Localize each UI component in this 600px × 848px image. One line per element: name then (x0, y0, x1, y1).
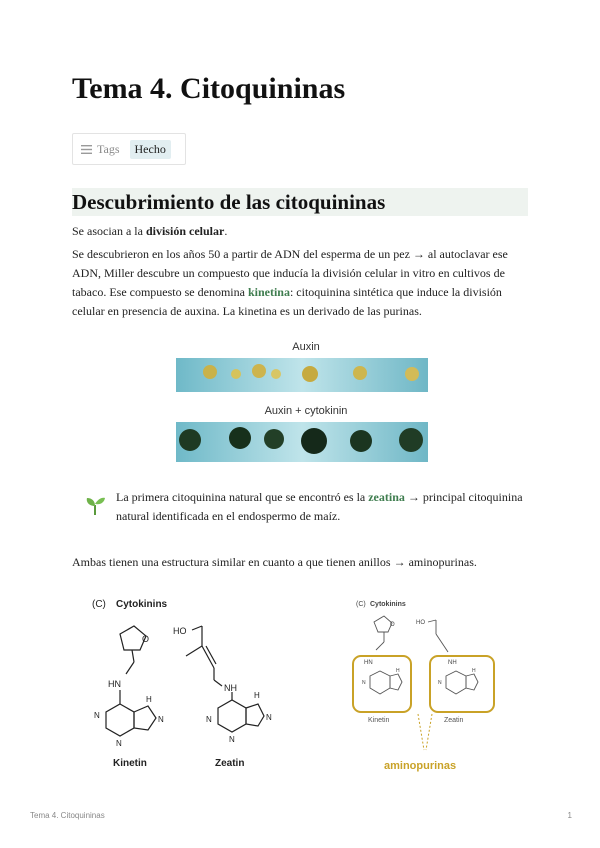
right-zeatin-atom-nh: NH (448, 660, 457, 666)
zeatin-atom-ho: HO (173, 626, 187, 636)
zeatin-atom-n2: N (229, 735, 235, 744)
tags-label: Tags (97, 141, 120, 156)
zeatin-atom-n3: N (266, 713, 272, 722)
kinetin-atom-n3: N (158, 715, 164, 724)
right-kinetin-atom-h: H (396, 668, 400, 674)
kinetin-label: Kinetin (113, 758, 147, 769)
paragraph-aminopurinas: Ambas tienen una estructura similar en cuanto a que tienen anillos → aminopurinas. (72, 555, 477, 569)
chem-right-panel-label: (C) (356, 601, 366, 608)
chem-figure-left (90, 594, 290, 774)
seedling-icon (84, 494, 106, 516)
chem-left-panel-label: (C) (92, 599, 106, 610)
right-kinetin-label: Kinetin (368, 717, 390, 724)
p1-bold: división celular (145, 224, 225, 238)
culture-figure-svg (176, 334, 428, 464)
p2-pre: Se descubrieron en los años 50 a partir de ADN del esperma de un pez → al autoclavar ese ADN, Miller descubre un compuesto que inducía la división celular in vitro en cultivos de tabaco. Ese compuesto se denomina (72, 247, 508, 299)
paragraph-intro (72, 222, 532, 241)
kinetin-atom-n1: N (94, 711, 100, 720)
p2-post: : citoquinina sintética que induce la división celular en presencia de auxina. La kinetina es un derivado de las purinas. (72, 285, 502, 318)
chem-left-svg (90, 594, 290, 774)
auxin-label: Auxin (292, 341, 320, 353)
pointer-line-2 (426, 714, 432, 750)
p1-pre: Se asocian a la (72, 224, 146, 238)
right-zeatin-atom-h: H (472, 668, 476, 674)
tag-chip[interactable]: Hecho (130, 140, 171, 159)
right-kinetin-atom-o: O (390, 622, 395, 628)
right-zeatin-purine (446, 671, 478, 694)
kinetina-term: kinetina (247, 285, 290, 299)
page-title: Tema 4. Citoquininas (72, 72, 346, 105)
right-kinetin-atom-hn: HN (364, 660, 373, 666)
kinetin-atom-h: H (146, 695, 152, 704)
chem-right-svg (350, 594, 510, 780)
zeatin-structure (186, 626, 264, 732)
callout-text (116, 488, 526, 526)
auxin-cytokinin-label: Auxin + cytokinin (264, 405, 348, 417)
section-heading: Descubrimiento de las citoquininas (72, 188, 528, 216)
aminopurinas-annotation: aminopurinas (384, 760, 457, 772)
callout (72, 488, 528, 532)
right-zeatin-label: Zeatin (444, 717, 464, 724)
p1-post: . (224, 224, 228, 238)
zeatin-atom-nh: NH (224, 683, 237, 693)
zeatin-atom-h: H (254, 691, 260, 700)
list-icon (81, 145, 92, 154)
right-zeatin-atom-ho: HO (416, 620, 425, 626)
zeatina-term: zeatina (368, 490, 405, 504)
chem-left-title: Cytokinins (116, 599, 168, 610)
right-zeatin-chain (428, 620, 448, 652)
chem-figure-right (350, 594, 510, 780)
kinetin-atom-n2: N (116, 739, 122, 748)
right-zeatin-atom-n: N (438, 680, 442, 686)
culture-figure (176, 334, 428, 464)
callout-pre: La primera citoquinina natural que se encontró es la (116, 490, 369, 504)
footer-doc-title: Tema 4. Citoquininas (30, 811, 105, 820)
footer-page-number: 1 (567, 811, 572, 820)
right-kinetin-atom-n: N (362, 680, 366, 686)
zeatin-atom-n1: N (206, 715, 212, 724)
properties-block (72, 133, 186, 165)
kinetin-atom-o: O (142, 634, 150, 644)
paragraph-discovery (72, 245, 532, 321)
pointer-line-1 (418, 714, 424, 750)
right-kinetin-purine (370, 671, 402, 694)
kinetin-atom-hn: HN (108, 679, 121, 689)
chem-right-title: Cytokinins (370, 601, 406, 608)
callout-post: → principal citoquinina natural identificada en el endospermo de maíz. (116, 490, 523, 523)
zeatin-label: Zeatin (215, 758, 245, 769)
